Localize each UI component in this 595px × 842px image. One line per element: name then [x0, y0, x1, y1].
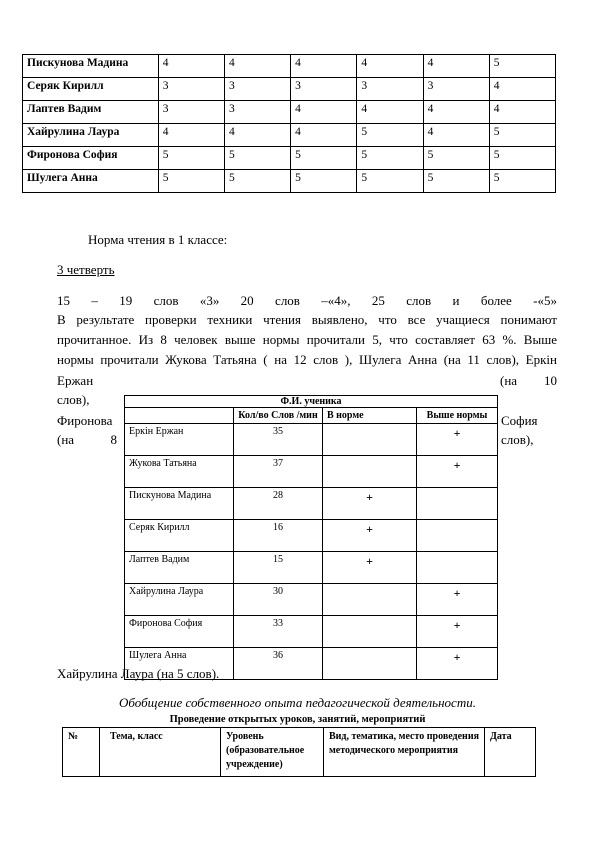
student-name: Хайрулина Лаура — [23, 124, 159, 147]
word-count: 30 — [234, 584, 323, 616]
in-norm-mark — [323, 648, 417, 680]
word-count: 16 — [234, 520, 323, 552]
student-name: Жукова Татьяна — [125, 456, 234, 488]
grades-row — [23, 147, 556, 170]
col-date: Дата — [485, 728, 536, 777]
col-topic: Тема, класс — [100, 728, 221, 777]
grade-cell: 3 — [357, 78, 423, 101]
grade-cell: 5 — [423, 170, 489, 193]
wrap-left-4: (на 8 — [57, 432, 117, 447]
header-word-count: Кол/во Слов /мин — [234, 408, 323, 424]
wrap-left-2: слов), — [57, 392, 90, 407]
grade-cell: 4 — [158, 124, 224, 147]
grade-cell: 5 — [423, 147, 489, 170]
above-norm-mark — [417, 488, 498, 520]
student-name: Шулега Анна — [23, 170, 159, 193]
student-name: Хайрулина Лаура — [125, 584, 234, 616]
grade-cell: 4 — [291, 55, 357, 78]
student-name: Серяк Кирилл — [23, 78, 159, 101]
result-line-3: нормы прочитали Жукова Татьяна ( на 12 слов ), Шулега Анна (на 11 слов), Еркін — [57, 352, 557, 367]
student-name: Еркін Ержан — [125, 424, 234, 456]
word-count: 37 — [234, 456, 323, 488]
events-header — [63, 728, 536, 777]
grades-row — [23, 101, 556, 124]
grades-row — [23, 170, 556, 193]
italic-heading: Обобщение собственного опыта педагогической деятельности. — [119, 695, 476, 710]
grades-row — [23, 78, 556, 101]
grade-cell: 5 — [291, 147, 357, 170]
grade-cell: 4 — [489, 101, 555, 124]
in-norm-mark — [323, 584, 417, 616]
grade-cell: 3 — [158, 78, 224, 101]
in-norm-mark: + — [323, 552, 417, 584]
wrap-right-1: (на 10 — [500, 373, 557, 388]
header-empty-cell — [125, 408, 234, 424]
col-level: Уровень (образовательное учреждение) — [221, 728, 324, 777]
reading-table-body — [125, 396, 498, 680]
header-student-name: Ф.И. ученика — [125, 396, 498, 408]
col-number: № — [63, 728, 100, 777]
result-line-1: В результате проверки техники чтения выявлено, что все учащиеся понимают — [57, 312, 557, 327]
quarter-label: 3 четверть — [57, 262, 115, 277]
in-norm-mark: + — [323, 488, 417, 520]
wrap-left-3: Фиронова — [57, 413, 113, 428]
grade-cell: 5 — [489, 147, 555, 170]
reading-header-top — [125, 396, 498, 408]
grade-cell: 5 — [489, 170, 555, 193]
above-norm-mark: + — [417, 456, 498, 488]
grade-cell: 3 — [291, 78, 357, 101]
above-norm-mark: + — [417, 648, 498, 680]
wrap-left-1: Ержан — [57, 373, 94, 388]
reading-header — [125, 408, 498, 424]
grade-cell: 4 — [423, 101, 489, 124]
student-name: Лаптев Вадим — [125, 552, 234, 584]
above-norm-mark: + — [417, 424, 498, 456]
grades-row — [23, 124, 556, 147]
above-norm-mark: + — [417, 616, 498, 648]
student-name: Пискунова Мадина — [125, 488, 234, 520]
wrap-right-4: слов), — [501, 432, 534, 447]
grade-cell: 4 — [357, 55, 423, 78]
grade-cell: 4 — [224, 55, 290, 78]
header-in-norm: В норме — [323, 408, 417, 424]
grade-cell: 4 — [423, 124, 489, 147]
col-type: Вид, тематика, место проведения методического мероприятия — [324, 728, 485, 777]
grade-cell: 5 — [489, 124, 555, 147]
reading-row — [125, 424, 498, 456]
wrap-right-3: София — [501, 413, 538, 428]
student-name: Шулега Анна — [125, 648, 234, 680]
above-norm-mark: + — [417, 584, 498, 616]
word-count: 28 — [234, 488, 323, 520]
word-count: 36 — [234, 648, 323, 680]
word-count: 35 — [234, 424, 323, 456]
reading-row — [125, 456, 498, 488]
word-count: 33 — [234, 616, 323, 648]
in-norm-mark — [323, 616, 417, 648]
grade-cell: 5 — [357, 170, 423, 193]
grade-cell: 5 — [291, 170, 357, 193]
grade-cell: 5 — [357, 147, 423, 170]
grade-cell: 5 — [158, 147, 224, 170]
grade-cell: 5 — [357, 124, 423, 147]
grade-cell: 4 — [224, 124, 290, 147]
grade-cell: 4 — [489, 78, 555, 101]
in-norm-mark — [323, 424, 417, 456]
events-table — [62, 727, 536, 777]
norm-heading: Норма чтения в 1 классе: — [88, 232, 228, 247]
norm-line: 15 – 19 слов «3» 20 слов –«4», 25 слов и более -«5» — [57, 293, 557, 308]
reading-row — [125, 552, 498, 584]
grade-cell: 4 — [158, 55, 224, 78]
student-name: Пискунова Мадина — [23, 55, 159, 78]
student-name: Серяк Кирилл — [125, 520, 234, 552]
header-above-norm: Выше нормы — [417, 408, 498, 424]
grade-cell: 4 — [291, 101, 357, 124]
grades-table-body — [23, 55, 556, 193]
student-name: Фиронова София — [23, 147, 159, 170]
grades-table — [22, 54, 556, 193]
in-norm-mark — [323, 456, 417, 488]
in-norm-mark: + — [323, 520, 417, 552]
grade-cell: 4 — [291, 124, 357, 147]
grade-cell: 4 — [423, 55, 489, 78]
last-line: Хайрулина Лаура (на 5 слов). — [57, 666, 220, 681]
reading-table — [124, 395, 498, 680]
grade-cell: 5 — [489, 55, 555, 78]
grade-cell: 3 — [158, 101, 224, 124]
word-count: 15 — [234, 552, 323, 584]
reading-row — [125, 616, 498, 648]
grades-row — [23, 55, 556, 78]
student-name: Фиронова София — [125, 616, 234, 648]
result-line-2: прочитанное. Из 8 человек выше нормы прочитали 5, что составляет 63 %. Выше — [57, 332, 557, 347]
grade-cell: 4 — [357, 101, 423, 124]
bold-heading: Проведение открытых уроков, занятий, мероприятий — [169, 714, 426, 725]
grade-cell: 3 — [224, 101, 290, 124]
above-norm-mark — [417, 520, 498, 552]
grade-cell: 3 — [224, 78, 290, 101]
student-name: Лаптев Вадим — [23, 101, 159, 124]
above-norm-mark — [417, 552, 498, 584]
grade-cell: 5 — [158, 170, 224, 193]
grade-cell: 5 — [224, 147, 290, 170]
reading-row — [125, 488, 498, 520]
grade-cell: 3 — [423, 78, 489, 101]
grade-cell: 5 — [224, 170, 290, 193]
reading-row — [125, 520, 498, 552]
reading-row — [125, 584, 498, 616]
